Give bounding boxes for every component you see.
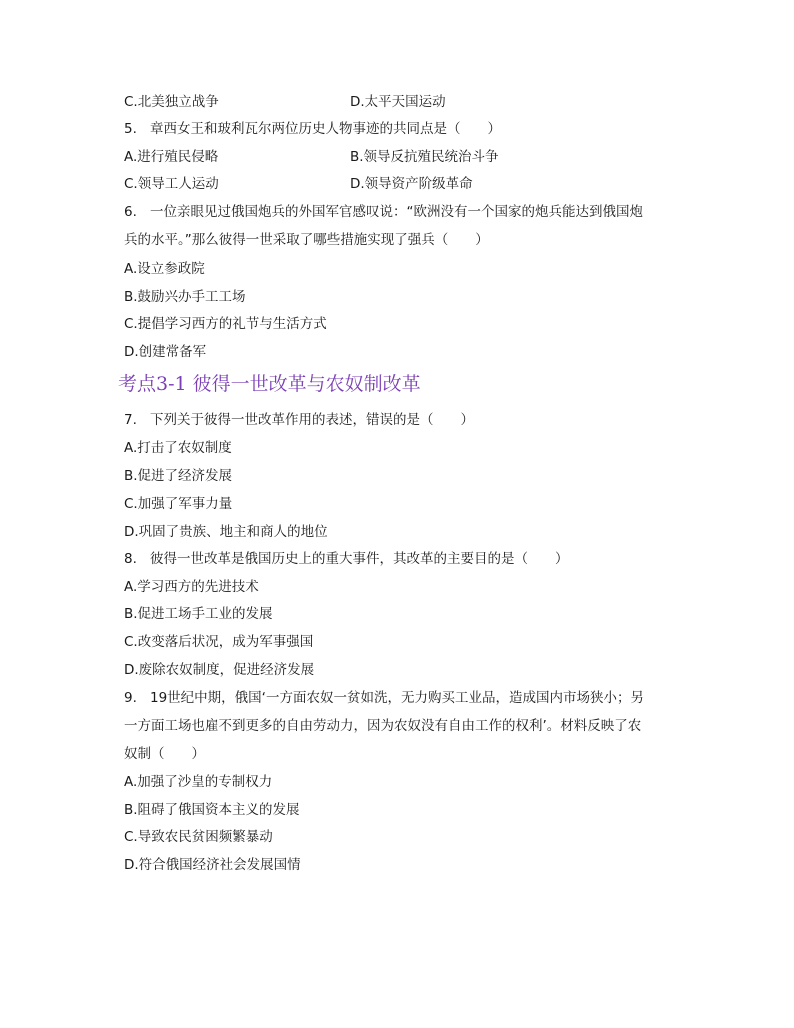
q8-option-b: B.促进工场手工业的发展 bbox=[124, 606, 273, 622]
q8-option-d: D.废除农奴制度，促进经济发展 bbox=[124, 662, 315, 678]
q8-option-c: C.改变落后状况，成为军事强国 bbox=[124, 634, 314, 650]
q9-option-c: C.导致农民贫困频繁暴动 bbox=[124, 829, 273, 845]
q5-number: 5. bbox=[124, 121, 137, 137]
q9-stem-text-1: 19世纪中期，俄国‘一方面农奴一贫如洗，无力购买工业品，造成国内市场狭小；另 bbox=[150, 690, 644, 706]
q8-number: 8. bbox=[124, 551, 137, 567]
q6-option-c: C.提倡学习西方的礼节与生活方式 bbox=[124, 316, 327, 332]
q7-option-a: A.打击了农奴制度 bbox=[124, 440, 232, 456]
q7-number: 7. bbox=[124, 412, 137, 428]
q8-stem bbox=[124, 550, 569, 568]
q9-number: 9. bbox=[124, 690, 137, 706]
q7-stem-text: 下列关于彼得一世改革作用的表述，错误的是（ ） bbox=[150, 412, 474, 428]
q6-stem-line1 bbox=[124, 203, 643, 221]
q6-number: 6. bbox=[124, 204, 137, 220]
q5-option-a: A.进行殖民侵略 bbox=[124, 149, 219, 165]
q4-option-c: C.北美独立战争 bbox=[124, 94, 219, 110]
section-title: 考点3-1 彼得一世改革与农奴制改革 bbox=[118, 373, 421, 395]
q7-option-c: C.加强了军事力量 bbox=[124, 496, 233, 512]
q5-option-c: C.领导工人运动 bbox=[124, 176, 219, 192]
q5-stem bbox=[124, 120, 501, 138]
q9-stem-line3: 奴制（ ） bbox=[124, 746, 205, 762]
q5-option-b: B.领导反抗殖民统治斗争 bbox=[350, 149, 499, 165]
q6-option-a: A.设立参政院 bbox=[124, 261, 205, 277]
q6-option-b: B.鼓励兴办手工工场 bbox=[124, 289, 246, 305]
q9-stem-line1 bbox=[124, 689, 644, 707]
q8-option-a: A.学习西方的先进技术 bbox=[124, 579, 259, 595]
q9-option-b: B.阻碍了俄国资本主义的发展 bbox=[124, 802, 300, 818]
q7-option-b: B.促进了经济发展 bbox=[124, 468, 233, 484]
q8-stem-text: 彼得一世改革是俄国历史上的重大事件，其改革的主要目的是（ ） bbox=[150, 551, 569, 567]
q4-option-d: D.太平天国运动 bbox=[350, 94, 446, 110]
q7-stem bbox=[124, 411, 474, 429]
q6-stem-text-1: 一位亲眼见过俄国炮兵的外国军官感叹说：“欧洲没有一个国家的炮兵能达到俄国炮 bbox=[150, 204, 643, 220]
q7-option-d: D.巩固了贵族、地主和商人的地位 bbox=[124, 524, 328, 540]
q9-option-d: D.符合俄国经济社会发展国情 bbox=[124, 857, 301, 873]
q6-stem-line2: 兵的水平。”那么彼得一世采取了哪些措施实现了强兵（ ） bbox=[124, 232, 489, 248]
q5-option-d: D.领导资产阶级革命 bbox=[350, 176, 473, 192]
q9-option-a: A.加强了沙皇的专制权力 bbox=[124, 774, 273, 790]
q9-stem-line2: 一方面工场也雇不到更多的自由劳动力，因为农奴没有自由工作的权利’。材料反映了农 bbox=[124, 718, 642, 734]
q5-stem-text: 章西女王和玻利瓦尔两位历史人物事迹的共同点是（ ） bbox=[150, 121, 501, 137]
q6-option-d: D.创建常备军 bbox=[124, 344, 207, 360]
